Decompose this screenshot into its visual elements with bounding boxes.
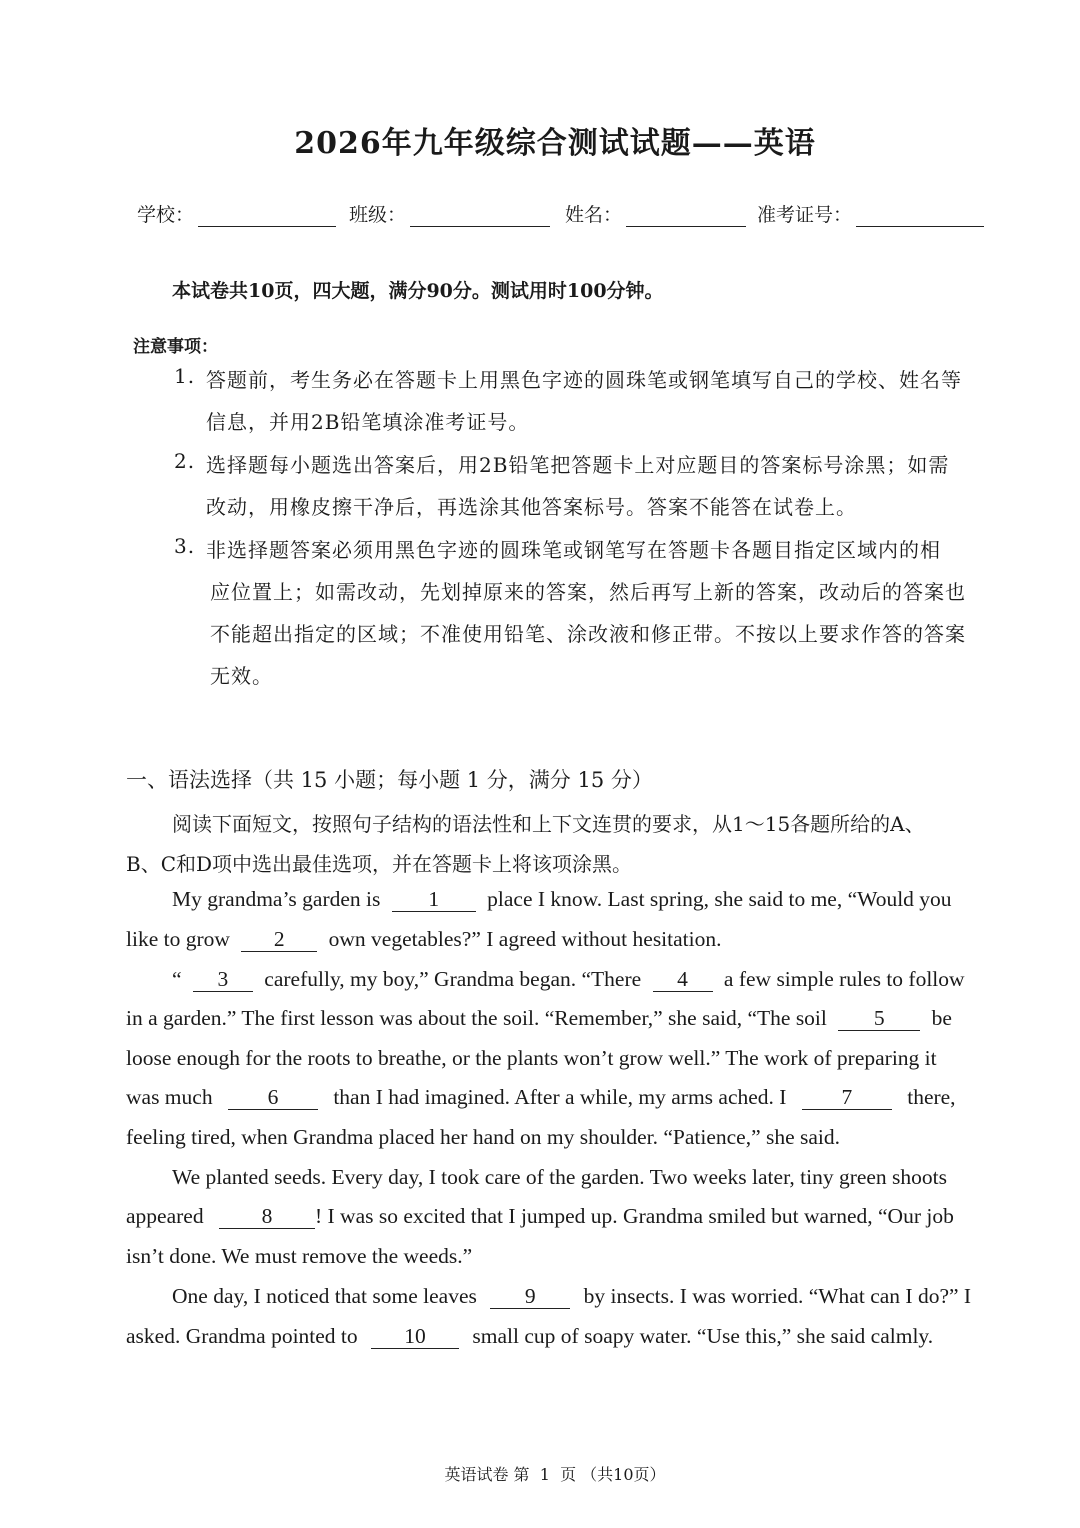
passage-text: own vegetables?” I agreed without hesitation. (328, 927, 722, 951)
blank-4[interactable]: 4 (653, 969, 713, 992)
page-title: 2026年九年级综合测试试题——英语 (294, 126, 816, 161)
exam-number-field[interactable] (757, 200, 984, 227)
passage-text: in a garden.” The first lesson was about the soil. “Remember,” she said, “The soil (126, 1006, 827, 1030)
passage-text: One day, I noticed that some leaves (172, 1284, 477, 1308)
school-label: 学校： (137, 204, 195, 226)
candidate-info-row (137, 200, 997, 230)
name-field[interactable] (565, 200, 746, 227)
exam-number-label: 准考证号： (757, 204, 853, 226)
passage-line (172, 1284, 971, 1309)
passage-text: appeared (126, 1204, 204, 1228)
passage-line: isn’t done. We must remove the weeds.” (126, 1244, 473, 1268)
passage-text: by insects. I was worried. “What can I do?” I (583, 1284, 972, 1308)
class-label: 班级： (349, 204, 407, 226)
class-blank[interactable] (410, 206, 550, 227)
blank-2[interactable]: 2 (241, 929, 317, 952)
passage-line (126, 1006, 952, 1031)
note-number: 1. (174, 364, 196, 388)
passage-text: asked. Grandma pointed to (126, 1324, 358, 1348)
passage-line: loose enough for the roots to breathe, or the plants won’t grow well.” The work of preparing it (126, 1046, 937, 1070)
name-blank[interactable] (626, 206, 746, 227)
section-1-instruction: 阅读下面短文，按照句子结构的语法性和上下文连贯的要求，从1～15各题所给的A、 (172, 812, 925, 836)
notes-title: 注意事项： (133, 337, 218, 357)
name-label: 姓名： (565, 204, 623, 226)
passage-text: place I know. Last spring, she said to me, “Would you (487, 887, 952, 911)
passage-text: small cup of soapy water. “Use this,” she said calmly. (472, 1324, 934, 1348)
note-line: 改动，用橡皮擦干净后，再选涂其他答案标号。答案不能答在试卷上。 (206, 495, 857, 519)
note-number: 2. (174, 449, 196, 473)
passage-text: like to grow (126, 927, 230, 951)
passage-text: carefully, my boy,” Grandma began. “There (264, 967, 642, 991)
note-line: 信息，并用2B铅笔填涂准考证号。 (206, 410, 530, 434)
page-footer: 英语试卷 第 1 页 （共10页） (444, 1465, 666, 1484)
blank-5[interactable]: 5 (838, 1008, 920, 1031)
blank-1[interactable]: 1 (392, 889, 476, 912)
note-line: 答题前，考生务必在答题卡上用黑色字迹的圆珠笔或钢笔填写自己的学校、姓名等 (206, 368, 962, 392)
passage-text: a few simple rules to follow (723, 967, 965, 991)
blank-7[interactable]: 7 (802, 1087, 892, 1110)
passage-line: We planted seeds. Every day, I took care of the garden. Two weeks later, tiny green shoots (172, 1165, 948, 1189)
passage-text: “ (172, 967, 182, 991)
school-blank[interactable] (198, 206, 336, 227)
note-3 (174, 534, 195, 558)
passage-line (172, 887, 952, 912)
passage-line: feeling tired, when Grandma placed her hand on my shoulder. “Patience,” she said. (126, 1125, 841, 1149)
passage-text: My grandma’s garden is (172, 887, 381, 911)
note-1 (174, 364, 195, 388)
note-line: 选择题每小题选出答案后，用2B铅笔把答题卡上对应题目的答案标号涂黑；如需 (206, 453, 950, 477)
blank-8[interactable]: 8 (219, 1206, 315, 1229)
note-line: 非选择题答案必须用黑色字迹的圆珠笔或钢笔写在答题卡各题目指定区域内的相 (206, 538, 941, 562)
passage-text: was much (126, 1085, 213, 1109)
school-field[interactable] (137, 200, 336, 227)
section-1-instruction: B、C和D项中选出最佳选项，并在答题卡上将该项涂黑。 (126, 852, 633, 876)
note-line: 应位置上；如需改动，先划掉原来的答案，然后再写上新的答案，改动后的答案也 (210, 580, 966, 604)
passage-line (126, 1324, 933, 1349)
note-number: 3. (174, 534, 196, 558)
blank-6[interactable]: 6 (228, 1087, 318, 1110)
exam-number-blank[interactable] (856, 206, 984, 227)
passage-line (126, 927, 722, 952)
section-1-title: 一、语法选择（共 15 小题；每小题 1 分，满分 15 分） (126, 768, 653, 792)
class-field[interactable] (349, 200, 550, 227)
note-line: 不能超出指定的区域；不准使用铅笔、涂改液和修正带。不按以上要求作答的答案 (210, 622, 966, 646)
passage-text: there, (907, 1085, 956, 1109)
passage-text: ! I was so excited that I jumped up. Grandma smiled but warned, “Our job (314, 1204, 954, 1228)
blank-3[interactable]: 3 (193, 969, 253, 992)
passage-line (126, 1204, 954, 1229)
exam-summary: 本试卷共10页，四大题，满分90分。测试用时100分钟。 (172, 280, 664, 302)
passage-text: than I had imagined. After a while, my arms ached. I (333, 1085, 787, 1109)
blank-10[interactable]: 10 (371, 1326, 459, 1349)
passage-text: be (931, 1006, 952, 1030)
blank-9[interactable]: 9 (490, 1286, 570, 1309)
passage-line (172, 967, 965, 992)
passage-line (126, 1085, 956, 1110)
note-2 (174, 449, 195, 473)
note-line: 无效。 (210, 664, 273, 688)
